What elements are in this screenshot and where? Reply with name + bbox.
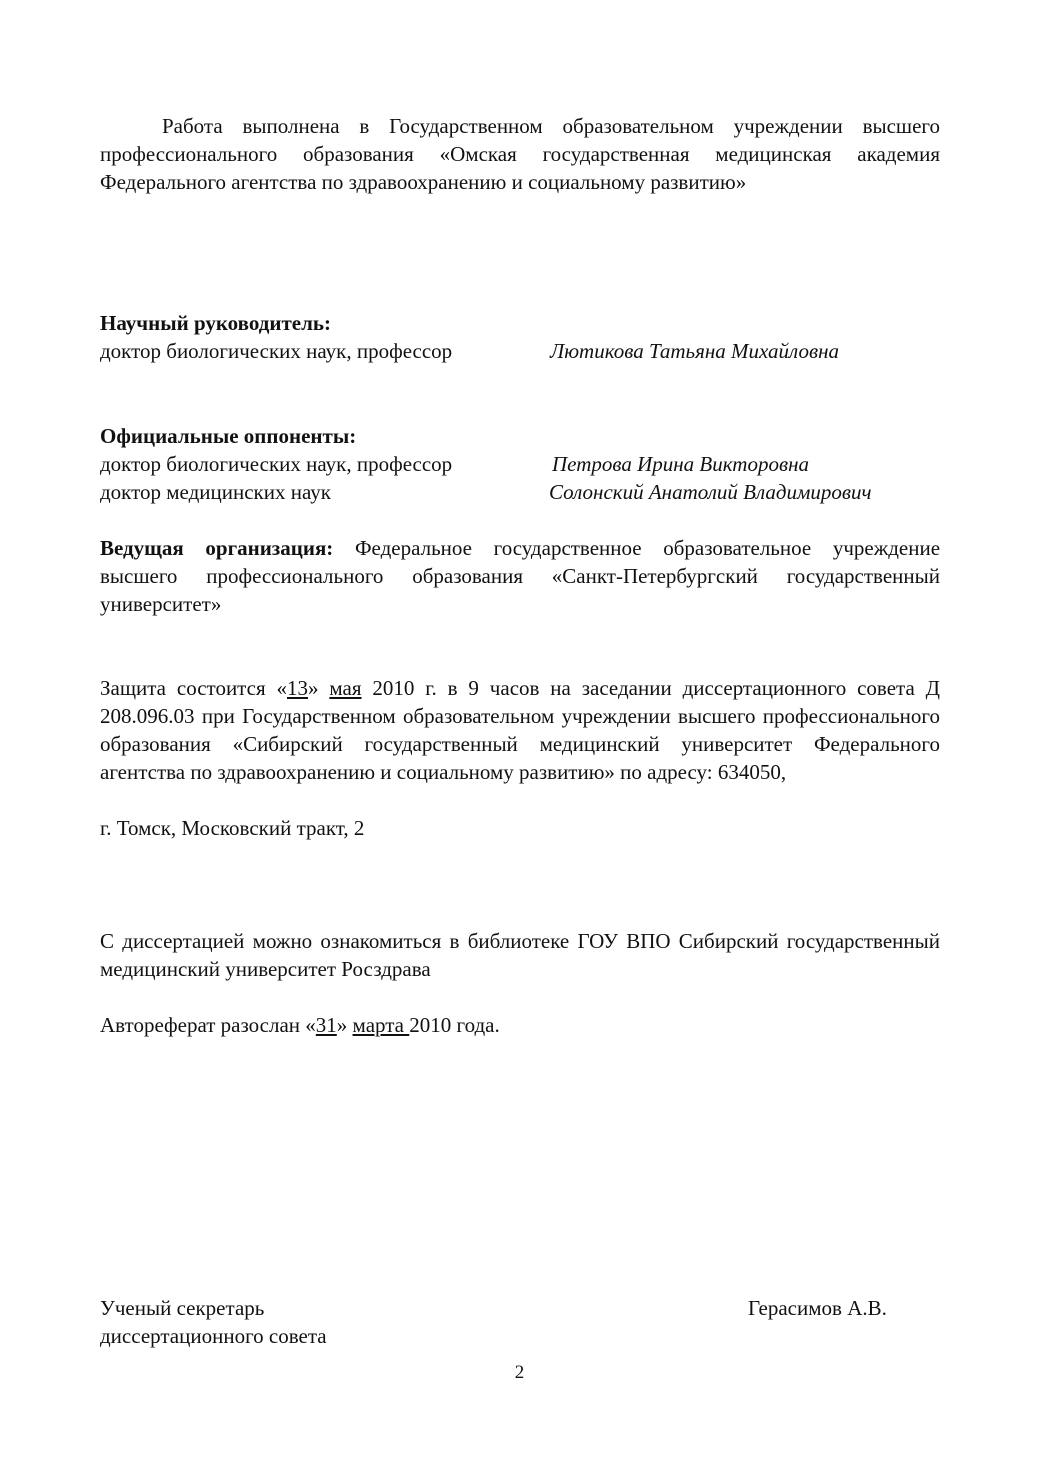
- opponent-name: Солонский Анатолий Владимирович: [549, 480, 872, 504]
- signature-name: Герасимов А.В.: [748, 1296, 887, 1320]
- sent-mid: »: [336, 1013, 353, 1037]
- opponent-row: [100, 450, 940, 478]
- sent-month: марта: [352, 1013, 410, 1037]
- supervisor-row: [100, 337, 940, 365]
- defense-mid: »: [307, 676, 330, 700]
- defense-day: 13: [286, 676, 308, 700]
- supervisor-name: Лютикова Татьяна Михайловна: [550, 339, 839, 363]
- defense-address: г. Томск, Московский тракт, 2: [100, 816, 365, 840]
- signature-title: [100, 1294, 327, 1350]
- leading-org-text: Федеральное государственное образовательное учреждение высшего профессионального образования «Санкт-Петербургский государственный университет»: [100, 536, 941, 616]
- defense-month: мая: [329, 676, 362, 700]
- library-paragraph: [100, 927, 940, 983]
- defense-paragraph: [100, 674, 940, 786]
- sent-line: [100, 1011, 940, 1039]
- signature-title-line1: Ученый секретарь: [100, 1296, 265, 1320]
- opponent-name: Петрова Ирина Викторовна: [552, 452, 810, 476]
- sent-post: 2010 года.: [409, 1013, 500, 1037]
- signature-title-line2: диссертационного совета: [100, 1324, 327, 1348]
- defense-post: 2010 г. в 9 часов на заседании диссертационного совета Д 208.096.03 при Государственном образовательном учреждении высшего профессионального образования «Сибирский государственный медицинский университет Федерального агентства по здравоохранению и социальному развитию» по адресу: 634050,: [100, 676, 940, 784]
- sent-day: 31: [315, 1013, 337, 1037]
- opponent-degree: доктор медицинских наук: [100, 480, 331, 504]
- defense-pre: Защита состоится «: [100, 676, 287, 700]
- leading-org-paragraph: [100, 534, 940, 618]
- supervisor-heading: Научный руководитель:: [100, 311, 331, 335]
- sent-pre: Автореферат разослан «: [100, 1013, 316, 1037]
- intro-text: Работа выполнена в Государственном образовательном учреждении высшего профессионального образования «Омская государственная медицинская академия Федерального агентства по здравоохранению и социальному развитию»: [100, 114, 940, 194]
- opponent-row: [100, 478, 940, 506]
- intro-paragraph: [100, 112, 940, 196]
- opponent-degree: доктор биологических наук, профессор: [100, 452, 453, 476]
- page-number: 2: [514, 1362, 525, 1383]
- supervisor-degree: доктор биологических наук, профессор: [100, 339, 453, 363]
- library-text: С диссертацией можно ознакомиться в библиотеке ГОУ ВПО Сибирский государственный медицинский университет Росздрава: [100, 929, 940, 981]
- leading-org-heading: Ведущая организация:: [100, 536, 334, 560]
- opponents-heading: Официальные оппоненты:: [100, 424, 357, 448]
